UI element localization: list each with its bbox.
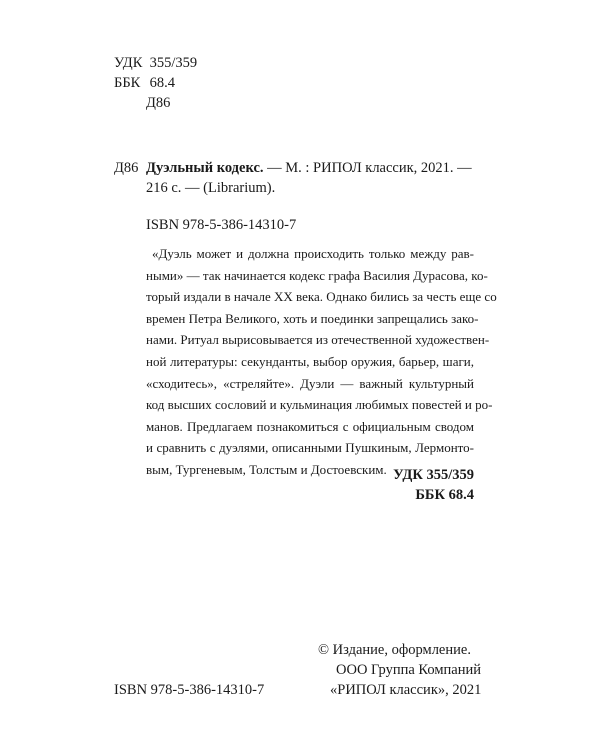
bibliographic-line-1 (146, 158, 472, 178)
bbk-classification: ББК 68.4 (415, 487, 474, 503)
bibliographic-line-2: 216 с. — (Librarium). (146, 180, 276, 196)
annotation-line: и сравнить с дуэлями, описанными Пушкиным, Лермонто- (146, 440, 474, 456)
annotation (146, 243, 497, 481)
annotation-line: времен Петра Великого, хоть и поединки запрещались зако- (146, 310, 479, 326)
udk-code-line (114, 53, 197, 73)
author-sign-top: Д86 (146, 95, 171, 111)
annotation-line: нами. Ритуал вырисовывается из отечественной художествен- (146, 332, 490, 348)
author-sign-entry: Д86 (114, 160, 139, 176)
bbk-value: 68.4 (149, 75, 175, 91)
copyright-line-2: ООО Группа Компаний (336, 662, 481, 678)
annotation-line: манов. Предлагаем познакомиться с официальным сводом (146, 418, 474, 434)
copyright-line-1: © Издание, оформление. (318, 642, 471, 658)
annotation-line: ными» — так начинается кодекс графа Василия Дурасова, ко- (146, 267, 488, 283)
bbk-label: ББК (114, 75, 141, 91)
annotation-line: вым, Тургеневым, Толстым и Достоевским. (146, 461, 387, 477)
isbn-footer: ISBN 978-5-386-14310-7 (114, 682, 265, 698)
annotation-line: код высших сословий и кульминация любимых повестей и ро- (146, 397, 493, 413)
book-title: Дуэльный кодекс. (146, 160, 264, 176)
annotation-line: «Дуэль может и должна происходить только между рав- (152, 246, 474, 261)
udk-value: 355/359 (149, 55, 198, 71)
copyright-line-3: «РИПОЛ классик», 2021 (330, 682, 482, 698)
udk-classification: УДК 355/359 (393, 467, 474, 483)
annotation-line: «сходитесь», «стреляйте». Дуэли — важный культурный (146, 375, 474, 391)
bbk-code-line (114, 73, 175, 93)
udk-label: УДК (114, 55, 143, 71)
annotation-line: торый издали в начале XX века. Однако бились за честь еще со (146, 289, 497, 305)
annotation-line: ной литературы: секунданты, выбор оружия, барьер, шаги, (146, 353, 474, 369)
isbn-entry: ISBN 978-5-386-14310-7 (146, 217, 297, 233)
publisher-info: — М. : РИПОЛ классик, 2021. — (263, 160, 472, 176)
